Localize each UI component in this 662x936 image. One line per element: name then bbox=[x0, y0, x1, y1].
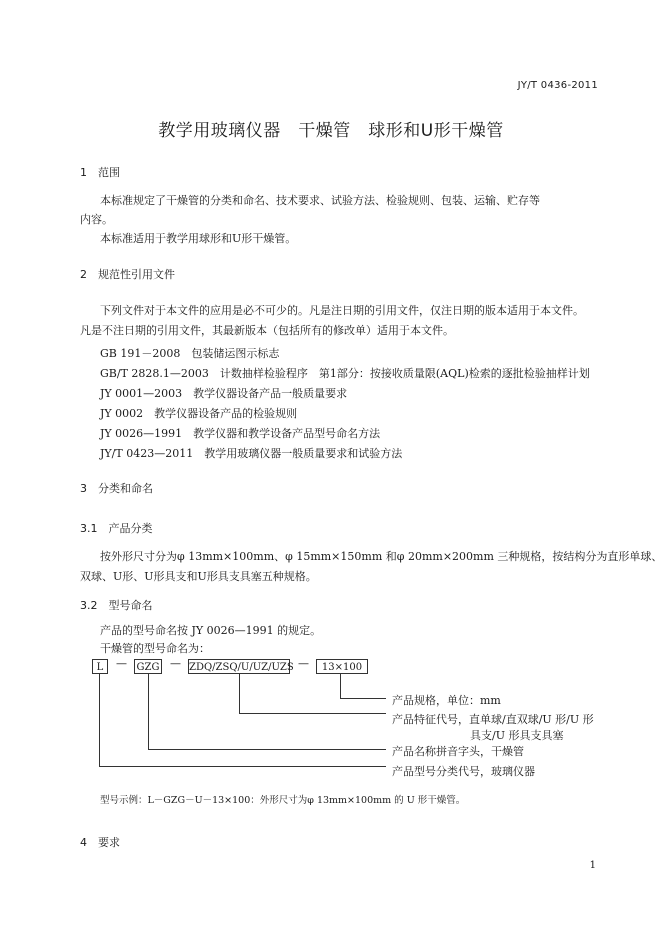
code-box-feature: ZDQ/ZSQ/U/UZ/UZS bbox=[188, 659, 290, 674]
label-class: 产品型号分类代号，玻璃仪器 bbox=[392, 765, 535, 778]
document-title: 教学用玻璃仪器 干燥管 球形和U形干燥管 bbox=[158, 121, 504, 141]
connector-line bbox=[99, 766, 386, 767]
section-3-heading: 3 分类和命名 bbox=[80, 482, 153, 495]
section-3-1-line2: 双球、U形、U形具支和U形具支具塞五种规格。 bbox=[80, 570, 317, 583]
standard-code: JY/T 0436-2011 bbox=[517, 80, 598, 91]
section-4-heading: 4 要求 bbox=[80, 836, 120, 849]
connector-line bbox=[148, 749, 386, 750]
section-1-para1-line2: 内容。 bbox=[80, 213, 113, 226]
separator-dash: — bbox=[116, 657, 127, 670]
connector-line bbox=[148, 674, 149, 750]
reference-item: JY 0026—1991 教学仪器和教学设备产品型号命名方法 bbox=[100, 427, 381, 440]
separator-dash: — bbox=[170, 657, 181, 670]
code-box-name: GZG bbox=[134, 659, 162, 674]
section-2-para-line1: 下列文件对于本文件的应用是必不可少的。凡是注日期的引用文件，仅注日期的版本适用于本文件。 bbox=[100, 304, 584, 317]
label-feature-line2: 具支/U 形具支具塞 bbox=[470, 729, 564, 742]
connector-line bbox=[239, 674, 240, 714]
connector-line bbox=[239, 713, 386, 714]
model-example: 型号示例：L－GZG－U－13×100：外形尺寸为φ 13mm×100mm 的 U 形干燥管。 bbox=[100, 795, 466, 806]
section-3-2-para1: 产品的型号命名按 JY 0026—1991 的规定。 bbox=[100, 624, 322, 637]
reference-item: JY 0002 教学仪器设备产品的检验规则 bbox=[100, 407, 298, 420]
section-2-heading: 2 规范性引用文件 bbox=[80, 268, 175, 281]
section-1-para2: 本标准适用于教学用球形和U形干燥管。 bbox=[100, 232, 297, 245]
section-3-2-heading: 3.2 型号命名 bbox=[80, 599, 153, 612]
separator-dash: — bbox=[298, 657, 309, 670]
page-number: 1 bbox=[589, 860, 596, 871]
reference-item: JY/T 0423—2011 教学用玻璃仪器一般质量要求和试验方法 bbox=[100, 447, 403, 460]
section-2-para-line2: 凡是不注日期的引用文件，其最新版本（包括所有的修改单）适用于本文件。 bbox=[80, 324, 454, 337]
label-spec: 产品规格，单位：mm bbox=[392, 694, 501, 707]
label-feature-line1: 产品特征代号，直单球/直双球/U 形/U 形 bbox=[392, 713, 594, 726]
connector-line bbox=[340, 674, 341, 699]
section-3-1-line1: 按外形尺寸分为φ 13mm×100mm、φ 15mm×150mm 和φ 20mm×200mm 三种规格，按结构分为直形单球、 bbox=[100, 550, 662, 563]
reference-item: GB 191－2008 包装储运图示标志 bbox=[100, 347, 280, 360]
label-name: 产品名称拼音字头，干燥管 bbox=[392, 745, 524, 758]
code-box-spec: 13×100 bbox=[316, 659, 368, 674]
section-1-heading: 1 范围 bbox=[80, 166, 120, 179]
connector-line bbox=[340, 698, 386, 699]
reference-item: JY 0001—2003 教学仪器设备产品一般质量要求 bbox=[100, 387, 348, 400]
section-3-1-heading: 3.1 产品分类 bbox=[80, 522, 153, 535]
section-3-2-para2: 干燥管的型号命名为： bbox=[100, 642, 210, 655]
code-box-class: L bbox=[92, 659, 108, 674]
reference-item: GB/T 2828.1—2003 计数抽样检验程序 第1部分：按接收质量限(AQL)检索的逐批检验抽样计划 bbox=[100, 367, 590, 380]
section-1-para1-line1: 本标准规定了干燥管的分类和命名、技术要求、试验方法、检验规则、包装、运输、贮存等 bbox=[100, 194, 540, 207]
connector-line bbox=[99, 674, 100, 767]
